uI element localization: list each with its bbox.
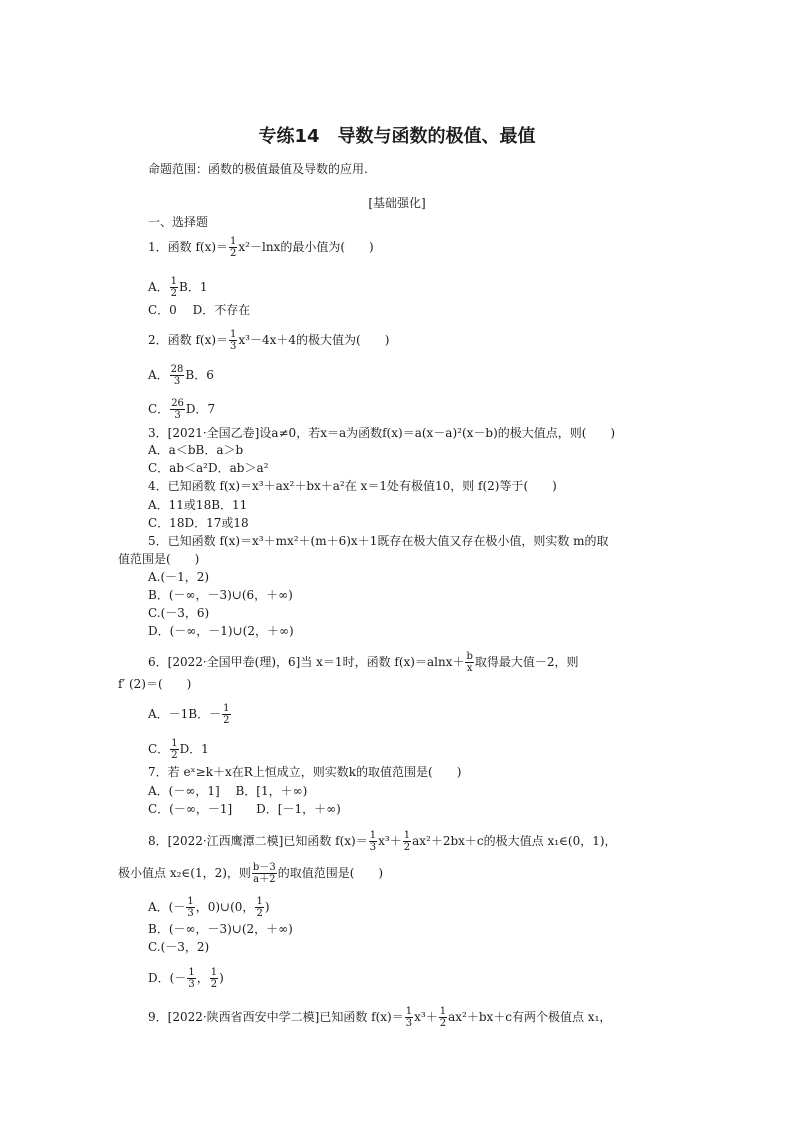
question-7-stem: 7．若 eˣ≥k＋x在R上恒成立，则实数k的取值范围是( ): [148, 765, 462, 779]
scope-line: 命题范围：函数的极值最值及导数的应用.: [148, 162, 368, 176]
page-title: 专练14 导数与函数的极值、最值: [258, 126, 536, 147]
question-4-option-cd: C．18D．17或18: [148, 516, 249, 530]
question-5-option-b: B．(－∞，－3)∪(6，＋∞): [148, 588, 293, 602]
question-2-stem: 2．函数 f(x)＝ $\frac{1}{3}$ x³－4x＋4的极大值为( ): [148, 329, 390, 352]
question-8-stem-cont: 极小值点 x₂∈(1，2)，则 $\frac{b-3}{a+2}$ 的取值范围是( ): [118, 862, 384, 885]
question-6-stem: 6．[2022·全国甲卷(理)，6]当 x＝1时，函数 f(x)＝alnx＋ $\frac{b}{x}$ 取得最大值－2，则: [148, 651, 579, 674]
question-2-option-ab: A． $\frac{28}{3}$ B．6: [148, 364, 214, 387]
question-1-option-ab: A． $\frac{1}{2}$ B．1: [148, 276, 208, 299]
question-9-stem: 9．[2022·陕西省西安中学二模]已知函数 f(x)＝ $\frac{1}{3}$ x³＋ $\frac{1}{2}$ ax²＋bx＋c有两个极值点 x₁，: [148, 1006, 612, 1029]
question-1-stem: 1．函数 f(x)＝ $\frac{1}{2}$ x²－lnx的最小值为( ): [148, 236, 374, 259]
question-8-stem: 8．[2022·江西鹰潭二模]已知函数 f(x)＝ $\frac{1}{3}$ x³＋ $\frac{1}{2}$ ax²＋2bx＋c的极大值点 x₁∈(0，1)，: [148, 830, 617, 853]
question-5-stem: 5．已知函数 f(x)＝x³＋mx²＋(m＋6)x＋1既存在极大值又存在极小值，则实数 m的取: [148, 534, 609, 548]
question-8-option-a: A．(－ $\frac{1}{3}$ ，0)∪(0， $\frac{1}{2}$ ): [148, 896, 270, 919]
question-7-option-ab: A．(－∞，1] B．[1，＋∞): [148, 784, 308, 798]
fraction: $\frac{1}{2}$: [230, 236, 237, 259]
question-8-option-b: B．(－∞，－3)∪(2，＋∞): [148, 922, 293, 936]
question-2-option-cd: C． $\frac{26}{3}$ D．7: [148, 398, 216, 421]
question-6-stem-cont: f′ (2)＝( ): [118, 677, 192, 691]
question-6-option-ab: A．－1B．－ $\frac{1}{2}$: [148, 703, 230, 726]
question-5-stem-cont: 值范围是( ): [118, 552, 200, 566]
question-3-stem: 3．[2021·全国乙卷]设a≠0，若x＝a为函数f(x)＝a(x－a)²(x－b)的极大值点，则( ): [148, 426, 616, 440]
question-5-option-d: D．(－∞，－1)∪(2，＋∞): [148, 624, 294, 638]
question-3-option-cd: C．ab＜a²D．ab＞a²: [148, 461, 269, 475]
question-3-option-ab: A．a＜bB．a＞b: [148, 443, 244, 457]
question-7-option-cd: C．(－∞，－1] D．[－1，＋∞): [148, 802, 341, 816]
question-1-option-cd: C．0 D．不存在: [148, 303, 251, 317]
question-6-option-cd: C． $\frac{1}{2}$ D．1: [148, 738, 209, 761]
question-5-option-c: C.(－3，6): [148, 606, 210, 620]
section-heading: [基础强化]: [368, 196, 426, 210]
question-8-option-c: C.(－3，2): [148, 940, 210, 954]
question-5-option-a: A.(－1，2): [148, 570, 210, 584]
part-heading: 一、选择题: [148, 215, 209, 229]
question-8-option-d: D．(－ $\frac{1}{3}$ ， $\frac{1}{2}$ ): [148, 967, 224, 990]
question-4-stem: 4．已知函数 f(x)＝x³＋ax²＋bx＋a²在 x＝1处有极值10，则 f(2)等于( ): [148, 479, 557, 493]
question-4-option-ab: A．11或18B．11: [148, 498, 248, 512]
